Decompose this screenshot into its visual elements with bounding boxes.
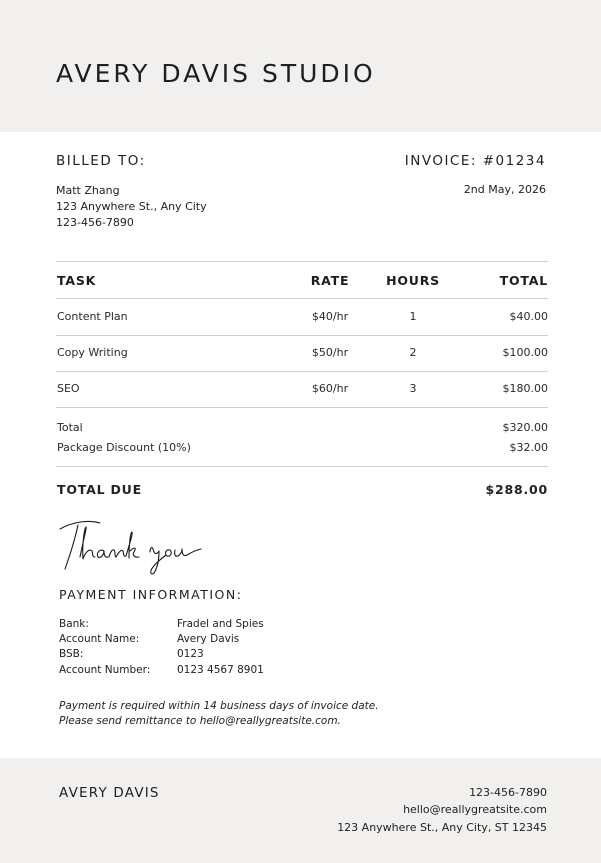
client-name: Matt Zhang [56,184,120,197]
client-details [56,183,207,231]
task-cell: Copy Writing [57,346,128,359]
divider [56,298,548,299]
subtotal-label: Total [57,421,83,434]
header-band [0,0,601,132]
total-due-label: TOTAL DUE [57,482,142,497]
payment-key: Account Name: [59,633,140,645]
billed-to-label: BILLED TO: [56,153,146,169]
divider [56,466,548,467]
client-phone: 123-456-7890 [56,216,134,229]
payment-info-title: PAYMENT INFORMATION: [59,587,243,602]
hours-cell: 1 [409,310,417,323]
discount-label: Package Discount (10%) [57,441,191,454]
payment-key: Account Number: [59,664,151,676]
total-due-value: $288.00 [485,482,548,497]
task-cell: Content Plan [57,310,128,323]
discount-value: $32.00 [509,441,548,454]
footer-email: hello@reallygreatsite.com [403,803,547,816]
rate-cell: $50/hr [311,346,349,359]
payment-value: Fradel and Spies [177,618,264,630]
payment-key: Bank: [59,618,89,630]
hours-cell: 3 [409,382,417,395]
footer-address: 123 Anywhere St., Any City, ST 12345 [337,821,547,834]
column-header-rate: RATE [310,273,350,288]
payment-note-line-2: Please send remittance to hello@reallygreatsite.com. [59,715,341,727]
payment-value: Avery Davis [177,633,240,645]
divider [56,261,548,262]
rate-cell: $40/hr [311,310,349,323]
hours-cell: 2 [409,346,417,359]
footer-phone: 123-456-7890 [469,786,547,799]
payment-value: 0123 [177,648,204,660]
footer-name: AVERY DAVIS [59,785,160,801]
rate-cell: $60/hr [311,382,349,395]
column-header-task: TASK [57,273,97,288]
invoice-number: INVOICE: #01234 [404,153,546,169]
payment-key: BSB: [59,648,84,660]
task-cell: SEO [57,382,80,395]
total-cell: $40.00 [509,310,548,323]
total-cell: $100.00 [502,346,548,359]
payment-value: 0123 4567 8901 [177,664,264,676]
total-cell: $180.00 [502,382,548,395]
studio-title: AVERY DAVIS STUDIO [56,59,376,88]
invoice-date: 2nd May, 2026 [463,183,546,196]
client-address: 123 Anywhere St., Any City [56,200,207,213]
column-header-total: TOTAL [499,273,548,288]
thank-you-signature [56,515,206,577]
column-header-hours: HOURS [386,273,440,288]
payment-note-line-1: Payment is required within 14 business days of invoice date. [59,700,379,712]
divider [56,335,548,336]
divider [56,371,548,372]
divider [56,407,548,408]
subtotal-value: $320.00 [502,421,548,434]
